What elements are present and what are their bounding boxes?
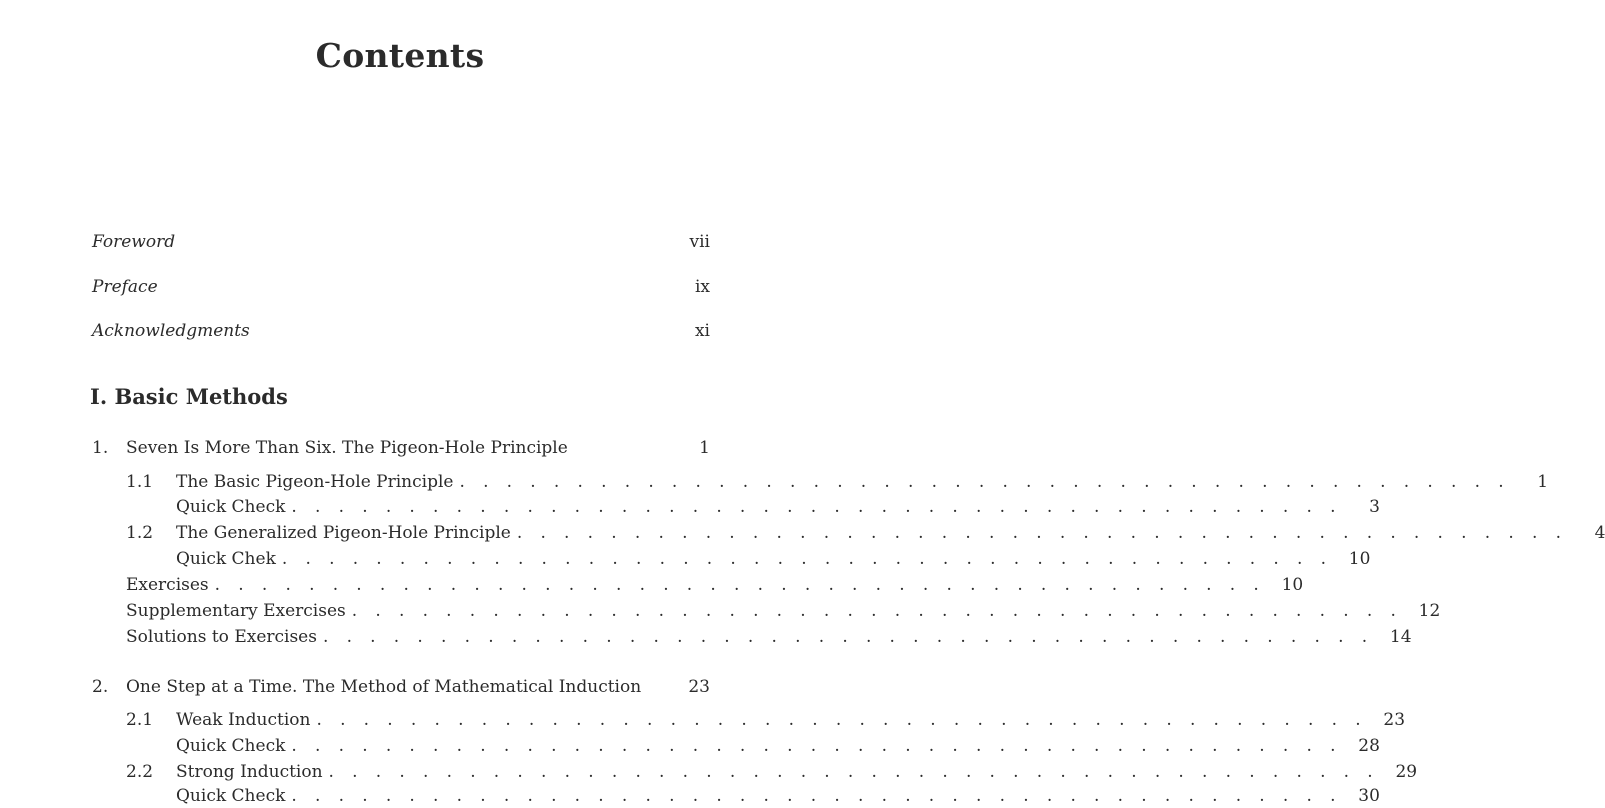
chapter-title: One Step at a Time. The Method of Mathematical Induction bbox=[126, 677, 642, 697]
section-title: Supplementary Exercises bbox=[126, 601, 346, 621]
toc-section-2-2[interactable] bbox=[92, 762, 1418, 784]
section-page: 10 bbox=[1281, 575, 1304, 595]
dot-leader: . . . . . . . . . . . . . . . . . . . . . . . . . . . . . . . . . . . . . . . . . . . . . bbox=[351, 601, 1403, 621]
toc-solutions-to-exercises[interactable] bbox=[92, 627, 1412, 649]
toc-entry-page: xi bbox=[694, 321, 710, 341]
chapter-title: Seven Is More Than Six. The Pigeon-Hole Principle bbox=[126, 438, 568, 458]
toc-section-1-1[interactable] bbox=[92, 472, 1549, 494]
toc-entry-foreword[interactable] bbox=[92, 232, 710, 252]
toc-entry-page: vii bbox=[689, 232, 710, 252]
toc-section-1-2[interactable] bbox=[92, 523, 1605, 545]
section-number: 2.1 bbox=[126, 710, 154, 730]
toc-quick-check[interactable] bbox=[92, 549, 1371, 571]
section-title: Weak Induction bbox=[176, 710, 311, 730]
section-page: 4 bbox=[1594, 523, 1605, 543]
toc-entry-title: Acknowledgments bbox=[92, 321, 250, 341]
chapter-number: 1. bbox=[92, 438, 109, 458]
part-heading: I. Basic Methods bbox=[90, 384, 288, 409]
dot-leader: . . . . . . . . . . . . . . . . . . . . . . . . . . . . . . . . . . . . . . . . . . . . . bbox=[516, 523, 1568, 543]
section-page: 30 bbox=[1358, 786, 1380, 806]
section-page: 29 bbox=[1395, 762, 1418, 782]
toc-entry-title: Preface bbox=[92, 277, 158, 297]
dot-leader: . . . . . . . . . . . . . . . . . . . . . . . . . . . . . . . . . . . . . . . . . . . . . bbox=[291, 497, 1342, 517]
section-title: Quick Check bbox=[176, 497, 286, 517]
toc-entry-title: Foreword bbox=[92, 232, 176, 252]
dot-leader: . . . . . . . . . . . . . . . . . . . . . . . . . . . . . . . . . . . . . . . . . . . . . bbox=[459, 472, 1511, 492]
toc-entry-acknowledgments[interactable] bbox=[92, 321, 710, 341]
chapter-page: 1 bbox=[699, 438, 710, 458]
toc-section-2-1[interactable] bbox=[92, 710, 1406, 732]
toc-quick-check[interactable] bbox=[92, 736, 1380, 758]
dot-leader: . . . . . . . . . . . . . . . . . . . . . . . . . . . . . . . . . . . . . . . . . . . . . bbox=[322, 627, 1374, 647]
dot-leader: . . . . . . . . . . . . . . . . . . . . . . . . . . . . . . . . . . . . . . . . . . . . . bbox=[214, 575, 1266, 595]
chapter-page: 23 bbox=[688, 677, 710, 697]
section-title: The Generalized Pigeon-Hole Principle bbox=[176, 523, 511, 543]
dot-leader: . . . . . . . . . . . . . . . . . . . . . . . . . . . . . . . . . . . . . . . . . . . . . bbox=[281, 549, 1333, 569]
section-title: Solutions to Exercises bbox=[126, 627, 317, 647]
toc-entry-page: ix bbox=[694, 277, 710, 297]
section-number: 1.1 bbox=[126, 472, 154, 492]
dot-leader: . . . . . . . . . . . . . . . . . . . . . . . . . . . . . . . . . . . . . . . . . . . . . bbox=[328, 762, 1380, 782]
dot-leader: . . . . . . . . . . . . . . . . . . . . . . . . . . . . . . . . . . . . . . . . . . . . . bbox=[291, 736, 1342, 756]
section-title: Quick Check bbox=[176, 786, 286, 806]
toc-exercises[interactable] bbox=[92, 575, 1304, 597]
section-page: 14 bbox=[1389, 627, 1412, 647]
section-title: Strong Induction bbox=[176, 762, 323, 782]
section-page: 10 bbox=[1348, 549, 1371, 569]
section-page: 1 bbox=[1537, 472, 1549, 492]
dot-leader: . . . . . . . . . . . . . . . . . . . . . . . . . . . . . . . . . . . . . . . . . . . . . bbox=[291, 786, 1342, 806]
section-number: 1.2 bbox=[126, 523, 154, 543]
section-page: 28 bbox=[1358, 736, 1380, 756]
section-title: Quick Check bbox=[176, 736, 286, 756]
chapter-number: 2. bbox=[92, 677, 109, 697]
section-page: 3 bbox=[1369, 497, 1380, 517]
section-page: 23 bbox=[1383, 710, 1406, 730]
toc-quick-check[interactable] bbox=[92, 786, 1380, 808]
toc-supplementary-exercises[interactable] bbox=[92, 601, 1441, 623]
section-title: Quick Chek bbox=[176, 549, 276, 569]
page-title: Contents bbox=[315, 36, 485, 75]
section-page: 12 bbox=[1418, 601, 1441, 621]
toc-quick-check[interactable] bbox=[92, 497, 1380, 519]
section-number: 2.2 bbox=[126, 762, 154, 782]
toc-entry-preface[interactable] bbox=[92, 277, 710, 297]
section-title: The Basic Pigeon-Hole Principle bbox=[176, 472, 454, 492]
section-title: Exercises bbox=[126, 575, 209, 595]
dot-leader: . . . . . . . . . . . . . . . . . . . . . . . . . . . . . . . . . . . . . . . . . . . . . bbox=[316, 710, 1368, 730]
